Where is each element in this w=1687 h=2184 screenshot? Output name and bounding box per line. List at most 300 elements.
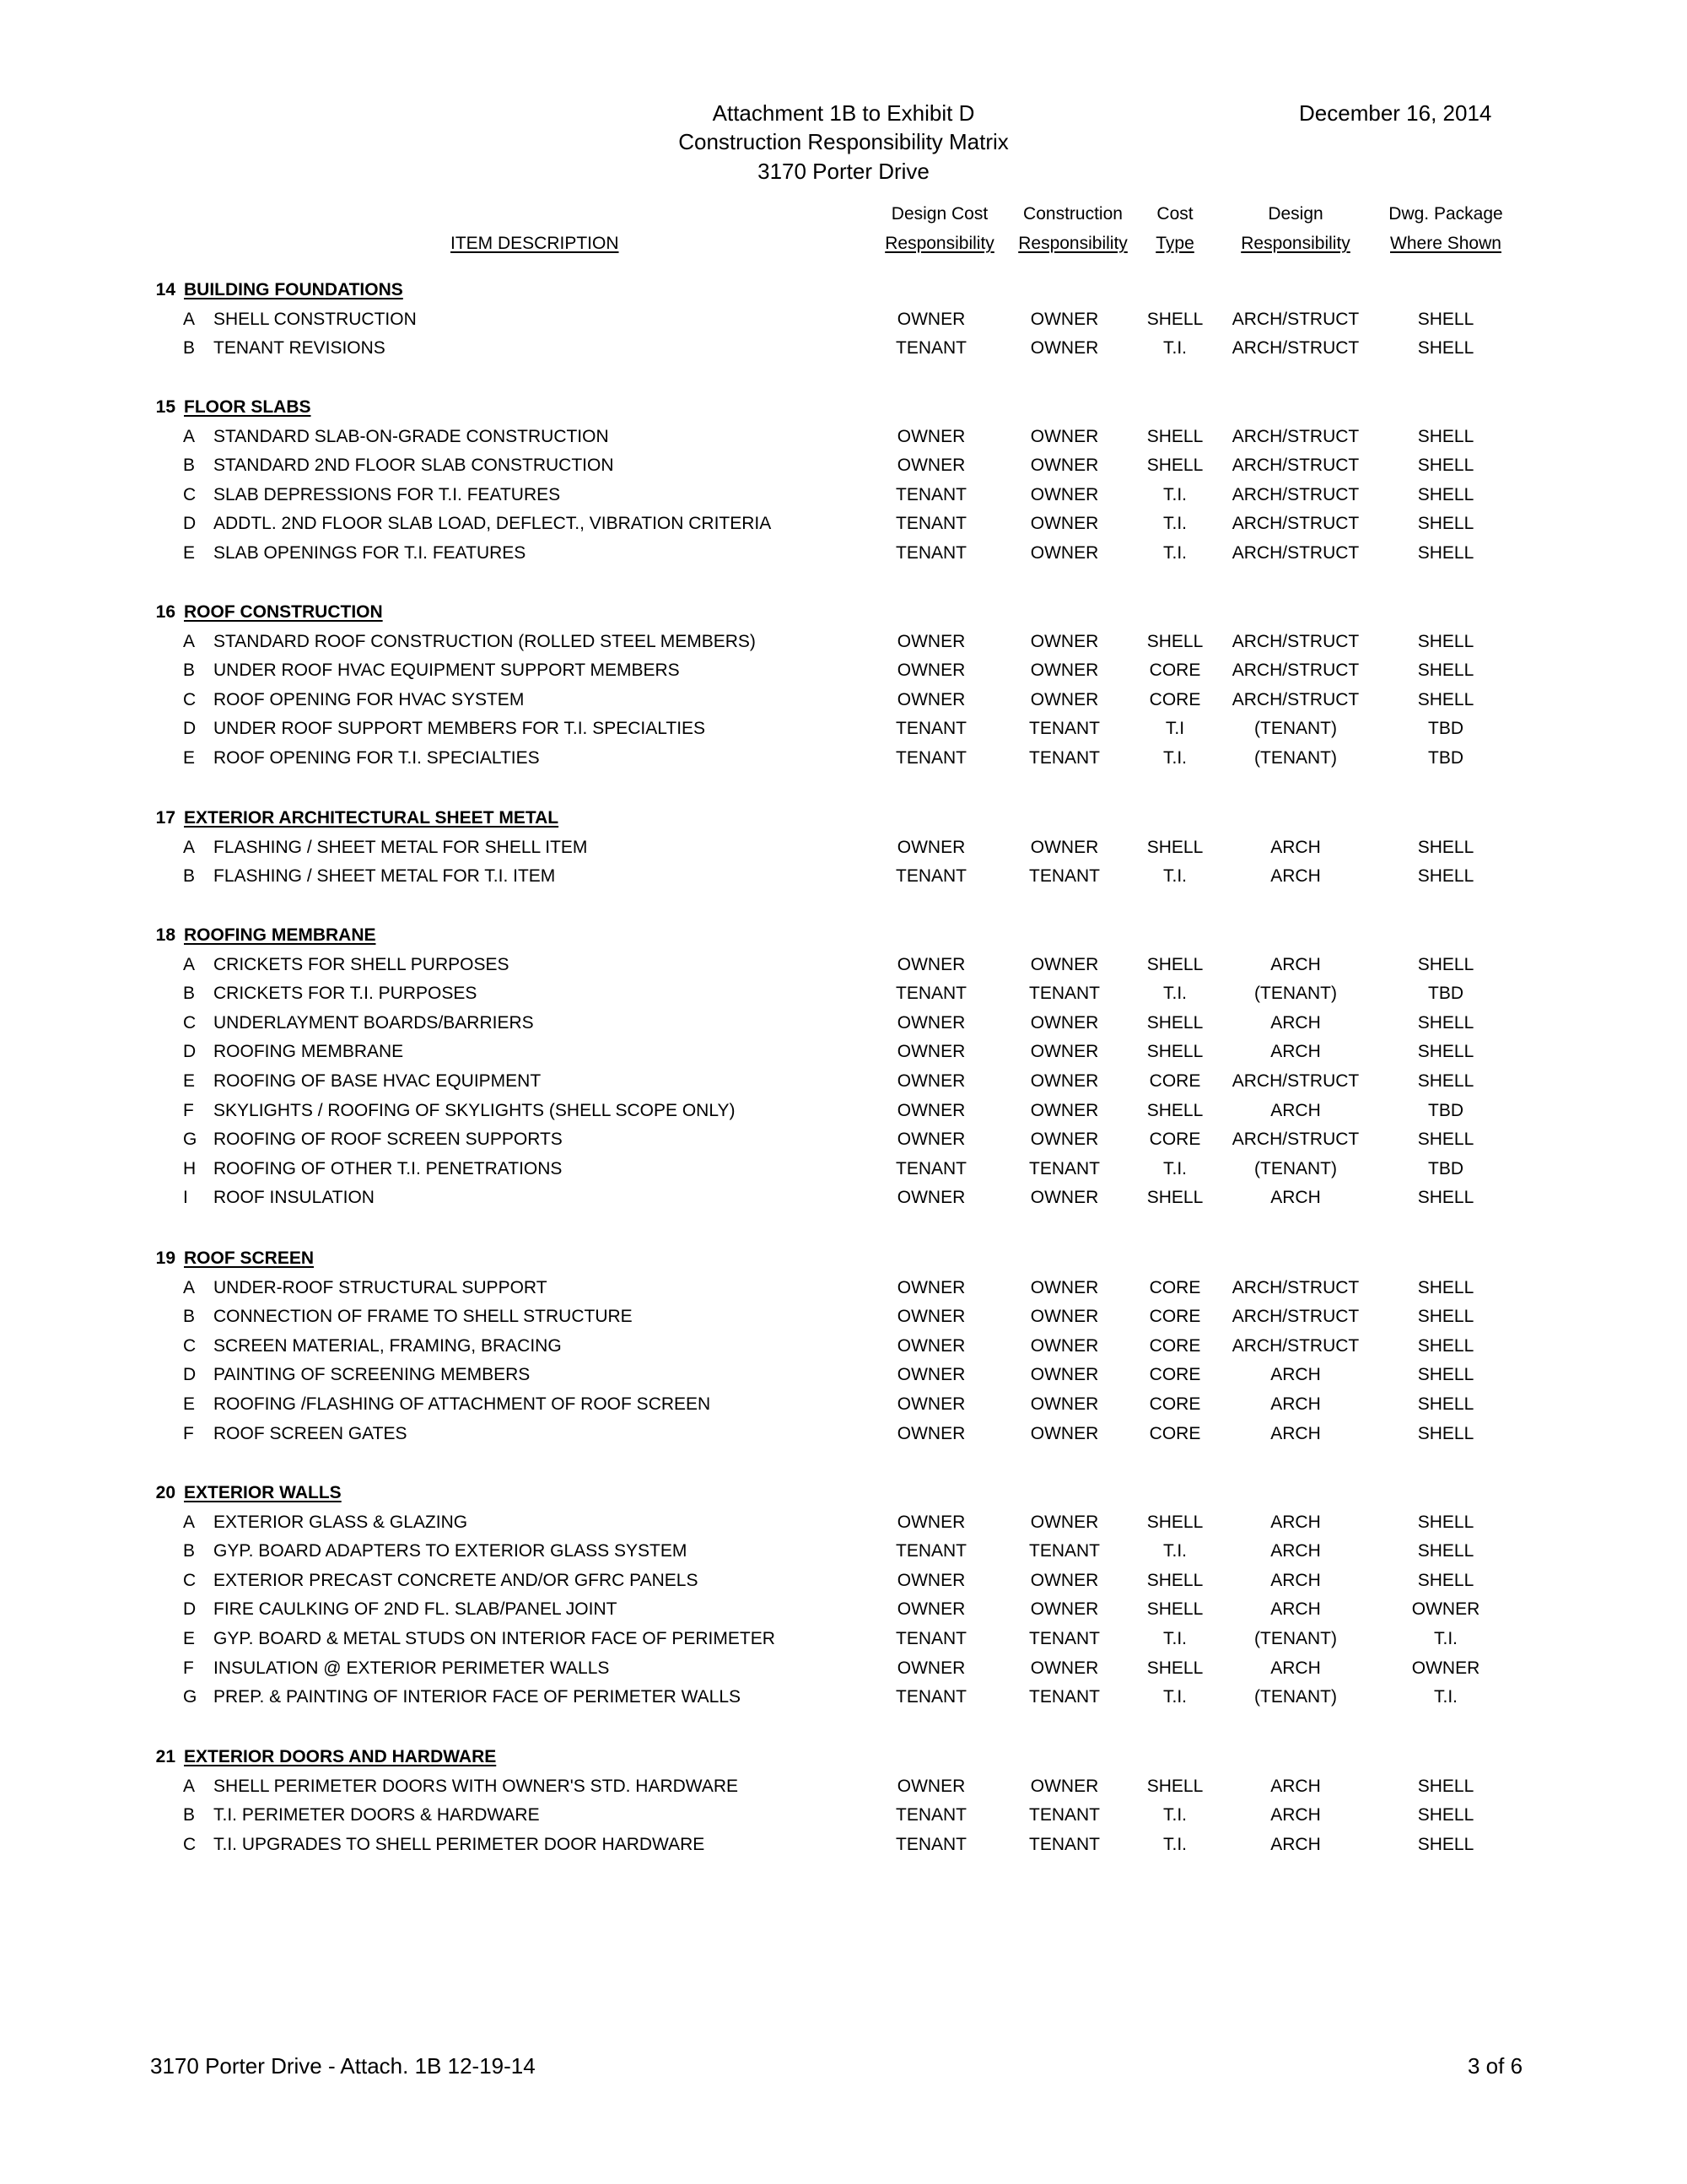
cell-construction-resp: OWNER [1030, 1513, 1099, 1532]
table-row [0, 746, 1687, 771]
cell-dwg-package: T.I. [1433, 1687, 1458, 1707]
item-letter: C [183, 1571, 197, 1590]
cell-construction-resp: OWNER [1030, 1278, 1099, 1297]
cell-design-resp: ARCH [1270, 1599, 1321, 1619]
cell-design-cost-resp: OWNER [897, 1599, 966, 1619]
cell-design-resp: (TENANT) [1254, 984, 1337, 1003]
section-number: 15 [155, 397, 175, 417]
item-letter: B [183, 661, 196, 680]
cell-dwg-package: SHELL [1417, 1071, 1474, 1091]
table-row [0, 1832, 1687, 1858]
item-description: UNDER-ROOF STRUCTURAL SUPPORT [213, 1278, 547, 1297]
cell-cost-type: T.I. [1162, 748, 1187, 768]
item-letter: G [183, 1130, 197, 1149]
cell-dwg-package: SHELL [1417, 1777, 1474, 1796]
item-letter: A [183, 310, 196, 329]
cell-construction-resp: OWNER [1030, 1658, 1099, 1678]
item-letter: H [183, 1159, 197, 1178]
col-header-cost-type-line1: Cost [1156, 204, 1194, 224]
cell-cost-type: SHELL [1146, 1571, 1204, 1590]
cell-design-cost-resp: TENANT [896, 866, 967, 886]
cell-dwg-package: TBD [1428, 984, 1463, 1003]
table-row [0, 1039, 1687, 1065]
cell-dwg-package: TBD [1428, 719, 1463, 738]
cell-design-cost-resp: TENANT [896, 1805, 967, 1825]
cell-design-resp: ARCH [1270, 1188, 1321, 1207]
table-row [0, 1656, 1687, 1681]
cell-design-resp: ARCH [1270, 1424, 1321, 1443]
section-title: ROOFING MEMBRANE [184, 925, 376, 945]
item-letter: C [183, 1336, 197, 1356]
cell-dwg-package: SHELL [1417, 838, 1474, 857]
cell-design-cost-resp: OWNER [897, 1278, 966, 1297]
cell-design-resp: ARCH/STRUCT [1232, 427, 1360, 446]
cell-dwg-package: SHELL [1417, 1130, 1474, 1149]
cell-cost-type: CORE [1149, 1307, 1201, 1326]
cell-cost-type: SHELL [1146, 1599, 1204, 1619]
cell-cost-type: T.I. [1162, 514, 1187, 533]
item-description: SHELL PERIMETER DOORS WITH OWNER'S STD. HARDWARE [213, 1777, 739, 1796]
cell-design-resp: ARCH/STRUCT [1232, 1336, 1360, 1356]
cell-cost-type: SHELL [1146, 1188, 1204, 1207]
cell-cost-type: SHELL [1146, 1777, 1204, 1796]
item-letter: D [183, 1042, 197, 1061]
item-letter: A [183, 427, 196, 446]
cell-cost-type: CORE [1149, 1278, 1201, 1297]
cell-design-resp: ARCH [1270, 1042, 1321, 1061]
section-header [0, 923, 1687, 948]
cell-design-resp: ARCH [1270, 1777, 1321, 1796]
section-header [0, 806, 1687, 831]
item-description: GYP. BOARD ADAPTERS TO EXTERIOR GLASS SYSTEM [213, 1541, 687, 1561]
cell-cost-type: T.I. [1162, 1629, 1187, 1648]
cell-construction-resp: OWNER [1030, 1599, 1099, 1619]
item-letter: E [183, 543, 196, 563]
section-number: 16 [155, 602, 175, 622]
cell-dwg-package: SHELL [1417, 1805, 1474, 1825]
table-row [0, 1098, 1687, 1124]
item-description: ROOFING OF BASE HVAC EQUIPMENT [213, 1071, 542, 1091]
table-row [0, 453, 1687, 478]
cell-design-cost-resp: TENANT [896, 514, 967, 533]
item-letter: D [183, 719, 197, 738]
table-row [0, 1157, 1687, 1182]
item-description: UNDER ROOF HVAC EQUIPMENT SUPPORT MEMBERS [213, 661, 680, 680]
section-number: 18 [155, 925, 175, 945]
table-row [0, 835, 1687, 860]
item-description: ROOF OPENING FOR HVAC SYSTEM [213, 690, 525, 709]
cell-cost-type: SHELL [1146, 1013, 1204, 1033]
table-row [0, 1392, 1687, 1417]
item-description: ROOFING MEMBRANE [213, 1042, 404, 1061]
document-date: December 16, 2014 [1299, 100, 1492, 126]
table-row [0, 1803, 1687, 1828]
cell-design-cost-resp: TENANT [896, 1541, 967, 1561]
cell-design-cost-resp: OWNER [897, 1513, 966, 1532]
section-header [0, 278, 1687, 303]
cell-construction-resp: OWNER [1030, 838, 1099, 857]
section-title: EXTERIOR WALLS [184, 1483, 342, 1502]
cell-design-cost-resp: TENANT [896, 1629, 967, 1648]
item-description: FLASHING / SHEET METAL FOR T.I. ITEM [213, 866, 556, 886]
cell-cost-type: T.I. [1162, 866, 1187, 886]
table-row [0, 307, 1687, 332]
document-address: 3170 Porter Drive [757, 159, 930, 184]
item-letter: A [183, 1777, 196, 1796]
item-description: EXTERIOR GLASS & GLAZING [213, 1513, 468, 1532]
col-header-construction-line2: Responsibility [1018, 234, 1128, 253]
item-description: CONNECTION OF FRAME TO SHELL STRUCTURE [213, 1307, 633, 1326]
cell-cost-type: SHELL [1146, 427, 1204, 446]
cell-design-resp: ARCH [1270, 1658, 1321, 1678]
item-description: PREP. & PAINTING OF INTERIOR FACE OF PERIMETER WALLS [213, 1687, 741, 1707]
cell-construction-resp: TENANT [1029, 1687, 1100, 1707]
table-row [0, 1334, 1687, 1359]
table-row [0, 716, 1687, 741]
cell-design-cost-resp: OWNER [897, 1071, 966, 1091]
cell-design-resp: ARCH [1270, 1101, 1321, 1120]
cell-design-cost-resp: OWNER [897, 310, 966, 329]
cell-design-resp: ARCH [1270, 1805, 1321, 1825]
cell-construction-resp: OWNER [1030, 1336, 1099, 1356]
item-letter: B [183, 1541, 196, 1561]
section-header [0, 600, 1687, 625]
cell-design-resp: ARCH [1270, 1541, 1321, 1561]
section-number: 19 [155, 1248, 175, 1268]
item-description: PAINTING OF SCREENING MEMBERS [213, 1365, 531, 1384]
cell-cost-type: CORE [1149, 1424, 1201, 1443]
item-letter: B [183, 338, 196, 358]
col-header-design-resp-line1: Design [1268, 204, 1323, 224]
footer-document-id: 3170 Porter Drive - Attach. 1B 12-19-14 [150, 2053, 536, 2079]
cell-construction-resp: TENANT [1029, 984, 1100, 1003]
cell-construction-resp: OWNER [1030, 661, 1099, 680]
cell-cost-type: SHELL [1146, 1101, 1204, 1120]
cell-dwg-package: TBD [1428, 748, 1463, 768]
cell-construction-resp: TENANT [1029, 866, 1100, 886]
table-row [0, 541, 1687, 566]
cell-design-resp: ARCH/STRUCT [1232, 514, 1360, 533]
cell-dwg-package: OWNER [1411, 1599, 1480, 1619]
table-row [0, 688, 1687, 713]
cell-dwg-package: TBD [1428, 1159, 1463, 1178]
cell-cost-type: SHELL [1146, 632, 1204, 651]
item-letter: E [183, 1629, 196, 1648]
item-letter: E [183, 1071, 196, 1091]
cell-cost-type: CORE [1149, 690, 1201, 709]
section-header [0, 1480, 1687, 1506]
cell-design-resp: ARCH/STRUCT [1232, 310, 1360, 329]
col-header-design-resp-line2: Responsibility [1241, 234, 1350, 253]
cell-cost-type: T.I. [1162, 1805, 1187, 1825]
section-header [0, 1246, 1687, 1271]
cell-design-cost-resp: OWNER [897, 1307, 966, 1326]
cell-design-cost-resp: OWNER [897, 838, 966, 857]
item-description: SLAB OPENINGS FOR T.I. FEATURES [213, 543, 526, 563]
section-header [0, 395, 1687, 420]
section-title: FLOOR SLABS [184, 397, 311, 417]
item-letter: E [183, 748, 196, 768]
item-letter: B [183, 1805, 196, 1825]
cell-design-resp: ARCH [1270, 1394, 1321, 1414]
item-letter: C [183, 690, 197, 709]
item-letter: A [183, 1513, 196, 1532]
cell-dwg-package: SHELL [1417, 1365, 1474, 1384]
item-description: FLASHING / SHEET METAL FOR SHELL ITEM [213, 838, 588, 857]
cell-construction-resp: OWNER [1030, 310, 1099, 329]
cell-dwg-package: SHELL [1417, 514, 1474, 533]
table-row [0, 1011, 1687, 1036]
col-header-cost-type-line2: Type [1156, 234, 1194, 253]
cell-design-resp: ARCH/STRUCT [1232, 1130, 1360, 1149]
cell-dwg-package: SHELL [1417, 690, 1474, 709]
item-description: SCREEN MATERIAL, FRAMING, BRACING [213, 1336, 562, 1356]
table-row [0, 1421, 1687, 1447]
cell-construction-resp: OWNER [1030, 1777, 1099, 1796]
cell-construction-resp: TENANT [1029, 1835, 1100, 1854]
cell-cost-type: SHELL [1146, 1658, 1204, 1678]
cell-design-cost-resp: TENANT [896, 719, 967, 738]
cell-construction-resp: TENANT [1029, 1541, 1100, 1561]
table-row [0, 1685, 1687, 1710]
cell-design-cost-resp: OWNER [897, 661, 966, 680]
cell-dwg-package: SHELL [1417, 456, 1474, 475]
cell-dwg-package: SHELL [1417, 1307, 1474, 1326]
cell-cost-type: T.I. [1162, 485, 1187, 504]
cell-construction-resp: TENANT [1029, 748, 1100, 768]
cell-construction-resp: OWNER [1030, 1307, 1099, 1326]
cell-design-cost-resp: OWNER [897, 456, 966, 475]
cell-dwg-package: SHELL [1417, 1042, 1474, 1061]
cell-cost-type: T.I. [1162, 338, 1187, 358]
cell-design-cost-resp: OWNER [897, 632, 966, 651]
cell-construction-resp: OWNER [1030, 1130, 1099, 1149]
cell-design-resp: ARCH/STRUCT [1232, 661, 1360, 680]
cell-design-resp: ARCH [1270, 1013, 1321, 1033]
section-title: EXTERIOR ARCHITECTURAL SHEET METAL [184, 808, 559, 828]
section-title: ROOF CONSTRUCTION [184, 602, 383, 622]
section-number: 21 [155, 1747, 175, 1766]
cell-design-cost-resp: OWNER [897, 1571, 966, 1590]
item-description: EXTERIOR PRECAST CONCRETE AND/OR GFRC PANELS [213, 1571, 698, 1590]
table-row [0, 1362, 1687, 1388]
section-title: EXTERIOR DOORS AND HARDWARE [184, 1747, 497, 1766]
cell-construction-resp: OWNER [1030, 338, 1099, 358]
cell-design-resp: ARCH/STRUCT [1232, 338, 1360, 358]
cell-cost-type: SHELL [1146, 456, 1204, 475]
item-letter: B [183, 984, 196, 1003]
cell-design-cost-resp: TENANT [896, 338, 967, 358]
cell-dwg-package: SHELL [1417, 1188, 1474, 1207]
cell-design-cost-resp: OWNER [897, 1658, 966, 1678]
cell-dwg-package: SHELL [1417, 485, 1474, 504]
col-header-item-description: ITEM DESCRIPTION [450, 234, 619, 253]
table-row [0, 1539, 1687, 1564]
cell-design-cost-resp: TENANT [896, 1159, 967, 1178]
cell-design-cost-resp: OWNER [897, 1365, 966, 1384]
section-number: 17 [155, 808, 175, 828]
item-description: CRICKETS FOR T.I. PURPOSES [213, 984, 477, 1003]
item-description: ROOF OPENING FOR T.I. SPECIALTIES [213, 748, 540, 768]
cell-design-cost-resp: OWNER [897, 1042, 966, 1061]
section-title: ROOF SCREEN [184, 1248, 315, 1268]
cell-cost-type: CORE [1149, 1130, 1201, 1149]
cell-construction-resp: OWNER [1030, 427, 1099, 446]
col-header-dwg-package-line1: Dwg. Package [1388, 204, 1503, 224]
item-description: GYP. BOARD & METAL STUDS ON INTERIOR FACE OF PERIMETER [213, 1629, 775, 1648]
cell-design-resp: (TENANT) [1254, 1687, 1337, 1707]
cell-design-cost-resp: OWNER [897, 1424, 966, 1443]
table-row [0, 1185, 1687, 1211]
item-letter: A [183, 632, 196, 651]
item-description: UNDERLAYMENT BOARDS/BARRIERS [213, 1013, 534, 1033]
item-letter: D [183, 1365, 197, 1384]
cell-construction-resp: OWNER [1030, 690, 1099, 709]
item-letter: I [183, 1188, 188, 1207]
table-row [0, 1304, 1687, 1329]
section-title: BUILDING FOUNDATIONS [184, 280, 403, 299]
cell-construction-resp: OWNER [1030, 1571, 1099, 1590]
item-letter: F [183, 1424, 194, 1443]
cell-dwg-package: SHELL [1417, 661, 1474, 680]
cell-cost-type: SHELL [1146, 1042, 1204, 1061]
cell-dwg-package: SHELL [1417, 1278, 1474, 1297]
cell-dwg-package: SHELL [1417, 1835, 1474, 1854]
cell-design-cost-resp: OWNER [897, 1013, 966, 1033]
cell-construction-resp: OWNER [1030, 514, 1099, 533]
cell-construction-resp: OWNER [1030, 1013, 1099, 1033]
cell-design-cost-resp: TENANT [896, 543, 967, 563]
cell-dwg-package: SHELL [1417, 1394, 1474, 1414]
cell-cost-type: CORE [1149, 1365, 1201, 1384]
cell-design-cost-resp: OWNER [897, 1394, 966, 1414]
cell-cost-type: SHELL [1146, 1513, 1204, 1532]
cell-design-resp: ARCH/STRUCT [1232, 485, 1360, 504]
cell-dwg-package: SHELL [1417, 543, 1474, 563]
col-header-design-cost-line1: Design Cost [891, 204, 989, 224]
item-description: CRICKETS FOR SHELL PURPOSES [213, 955, 509, 974]
item-letter: D [183, 514, 197, 533]
cell-dwg-package: T.I. [1433, 1629, 1458, 1648]
table-row [0, 658, 1687, 683]
cell-design-cost-resp: TENANT [896, 485, 967, 504]
cell-construction-resp: OWNER [1030, 1188, 1099, 1207]
cell-cost-type: T.I [1165, 719, 1185, 738]
item-description: TENANT REVISIONS [213, 338, 385, 358]
cell-design-resp: ARCH [1270, 866, 1321, 886]
cell-design-resp: ARCH/STRUCT [1232, 1307, 1360, 1326]
cell-construction-resp: TENANT [1029, 1629, 1100, 1648]
table-row [0, 483, 1687, 508]
cell-cost-type: T.I. [1162, 1541, 1187, 1561]
item-letter: B [183, 866, 196, 886]
cell-design-cost-resp: TENANT [896, 1687, 967, 1707]
item-description: ROOF SCREEN GATES [213, 1424, 407, 1443]
cell-design-resp: ARCH [1270, 1365, 1321, 1384]
col-header-construction-line1: Construction [1023, 204, 1123, 224]
cell-dwg-package: TBD [1428, 1101, 1463, 1120]
cell-design-resp: (TENANT) [1254, 719, 1337, 738]
table-row [0, 1568, 1687, 1594]
cell-design-resp: (TENANT) [1254, 1159, 1337, 1178]
item-letter: G [183, 1687, 197, 1707]
cell-design-resp: ARCH/STRUCT [1232, 632, 1360, 651]
document-title: Attachment 1B to Exhibit D [712, 100, 975, 126]
cell-cost-type: CORE [1149, 661, 1201, 680]
item-description: INSULATION @ EXTERIOR PERIMETER WALLS [213, 1658, 610, 1678]
table-row [0, 952, 1687, 978]
col-header-design-cost-line2: Responsibility [885, 234, 994, 253]
item-letter: C [183, 1835, 197, 1854]
cell-dwg-package: SHELL [1417, 1571, 1474, 1590]
cell-design-resp: ARCH [1270, 1835, 1321, 1854]
cell-construction-resp: OWNER [1030, 1071, 1099, 1091]
cell-construction-resp: OWNER [1030, 1042, 1099, 1061]
cell-cost-type: SHELL [1146, 838, 1204, 857]
item-description: ROOFING /FLASHING OF ATTACHMENT OF ROOF SCREEN [213, 1394, 711, 1414]
cell-construction-resp: OWNER [1030, 1365, 1099, 1384]
section-number: 20 [155, 1483, 175, 1502]
item-description: STANDARD ROOF CONSTRUCTION (ROLLED STEEL MEMBERS) [213, 632, 756, 651]
cell-cost-type: T.I. [1162, 543, 1187, 563]
item-description: ROOFING OF ROOF SCREEN SUPPORTS [213, 1130, 563, 1149]
cell-design-resp: ARCH/STRUCT [1232, 690, 1360, 709]
cell-construction-resp: OWNER [1030, 1101, 1099, 1120]
cell-construction-resp: OWNER [1030, 456, 1099, 475]
cell-design-cost-resp: OWNER [897, 1188, 966, 1207]
item-letter: F [183, 1658, 194, 1678]
item-description: SHELL CONSTRUCTION [213, 310, 417, 329]
cell-design-cost-resp: OWNER [897, 1101, 966, 1120]
cell-design-cost-resp: TENANT [896, 748, 967, 768]
cell-dwg-package: SHELL [1417, 1424, 1474, 1443]
cell-design-resp: ARCH [1270, 1571, 1321, 1590]
cell-design-resp: (TENANT) [1254, 1629, 1337, 1648]
col-header-dwg-package-line2: Where Shown [1390, 234, 1501, 253]
cell-dwg-package: SHELL [1417, 955, 1474, 974]
cell-design-cost-resp: OWNER [897, 955, 966, 974]
item-description: T.I. UPGRADES TO SHELL PERIMETER DOOR HARDWARE [213, 1835, 705, 1854]
cell-design-resp: ARCH [1270, 955, 1321, 974]
cell-construction-resp: OWNER [1030, 485, 1099, 504]
cell-cost-type: T.I. [1162, 1159, 1187, 1178]
cell-design-cost-resp: OWNER [897, 1777, 966, 1796]
table-row [0, 424, 1687, 450]
cell-construction-resp: TENANT [1029, 1805, 1100, 1825]
table-row [0, 1275, 1687, 1301]
cell-design-cost-resp: OWNER [897, 1336, 966, 1356]
item-description: ROOF INSULATION [213, 1188, 375, 1207]
cell-design-resp: ARCH/STRUCT [1232, 1278, 1360, 1297]
cell-dwg-package: SHELL [1417, 1541, 1474, 1561]
item-description: FIRE CAULKING OF 2ND FL. SLAB/PANEL JOINT [213, 1599, 617, 1619]
table-row [0, 981, 1687, 1006]
cell-design-cost-resp: OWNER [897, 427, 966, 446]
cell-design-resp: ARCH [1270, 1513, 1321, 1532]
cell-construction-resp: TENANT [1029, 719, 1100, 738]
cell-cost-type: T.I. [1162, 1687, 1187, 1707]
cell-dwg-package: SHELL [1417, 338, 1474, 358]
table-row [0, 511, 1687, 537]
table-row [0, 864, 1687, 889]
item-description: ROOFING OF OTHER T.I. PENETRATIONS [213, 1159, 563, 1178]
cell-cost-type: T.I. [1162, 984, 1187, 1003]
item-description: UNDER ROOF SUPPORT MEMBERS FOR T.I. SPECIALTIES [213, 719, 706, 738]
cell-design-resp: ARCH/STRUCT [1232, 543, 1360, 563]
cell-construction-resp: OWNER [1030, 1394, 1099, 1414]
item-letter: A [183, 838, 196, 857]
cell-dwg-package: OWNER [1411, 1658, 1480, 1678]
